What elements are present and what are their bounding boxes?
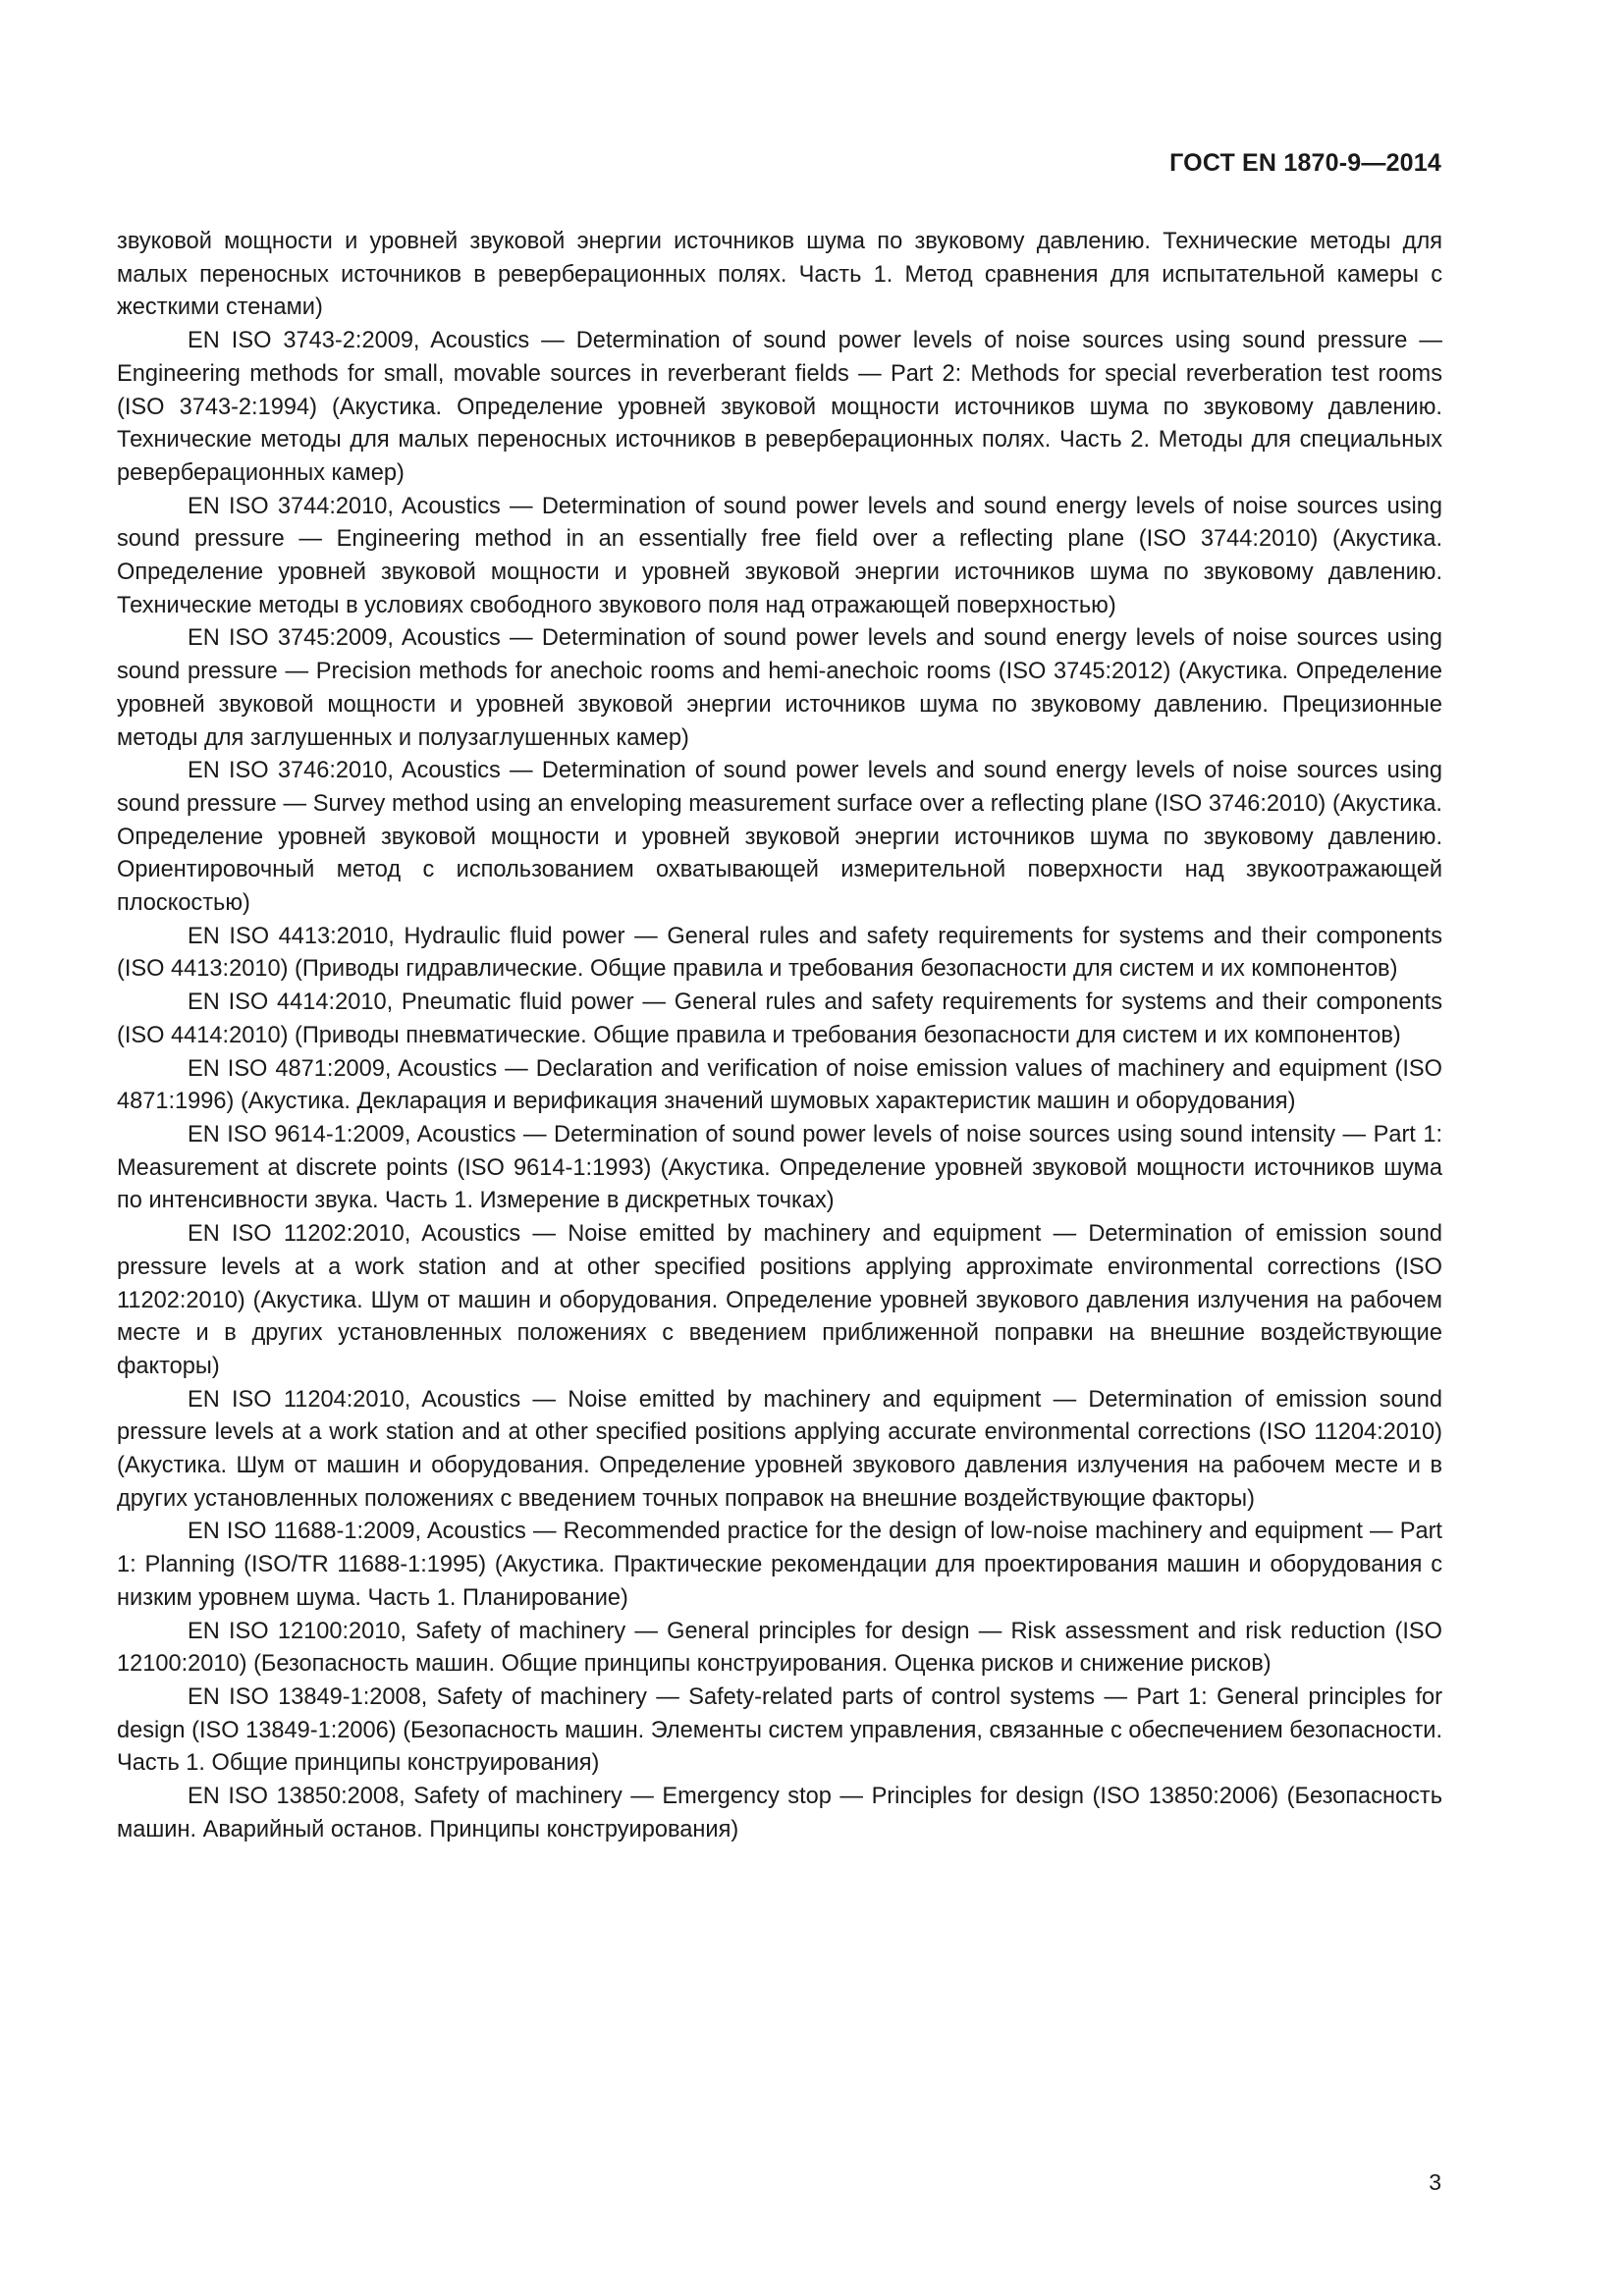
page-number: 3 <box>1429 2169 1441 2195</box>
reference-item: EN ISO 3746:2010, Acoustics — Determination of sound power levels and sound energy levels of noise sources using sound pressure — Survey method using an enveloping measurement surface over a reflecting plane (ISO 3746:2010) (Акустика. Определение уровней звуковой мощности и уровней звуковой энергии источников шума по звуковому давлению. Ориентировочный метод с использованием охватывающей измерительной поверхности над звукоотражающей плоскостью) <box>117 758 1442 917</box>
reference-item: EN ISO 3743-2:2009, Acoustics — Determination of sound power levels of noise sources using sound pressure — Engineering methods for small, movable sources in reverberant fields — Part 2: Methods for special reverberation test rooms (ISO 3743-2:1994) (Акустика. Определение уровней звуковой мощности источников шума по звуковому давлению. Технические методы для малых переносных источников в реверберационных полях. Часть 2. Методы для специальных реверберационных камер) <box>117 328 1442 486</box>
reference-item: EN ISO 13849-1:2008, Safety of machinery — Safety-related parts of control systems — Part 1: General principles for design (ISO 13849-1:2006) (Безопасность машин. Элементы систем управления, связанные с обеспечением безопасности. Часть 1. Общие принципы конструирования) <box>117 1683 1442 1777</box>
reference-item: EN ISO 4414:2010, Pneumatic fluid power — General rules and safety requirements for systems and their components (ISO 4414:2010) (Приводы пневматические. Общие правила и требования безопасности для систем и их компонентов) <box>117 989 1442 1048</box>
document-header: ГОСТ EN 1870-9—2014 <box>1169 149 1441 177</box>
reference-item: EN ISO 9614-1:2009, Acoustics — Determination of sound power levels of noise sources using sound intensity — Part 1: Measurement at discrete points (ISO 9614-1:1993) (Акустика. Определение уровней звуковой мощности источников шума по интенсивности звука. Часть 1. Измерение в дискретных точках) <box>117 1121 1442 1214</box>
reference-item: EN ISO 13850:2008, Safety of machinery — Emergency stop — Principles for design (ISO 13850:2006) (Безопасность машин. Аварийный останов. Принципы конструирования) <box>117 1784 1442 1842</box>
reference-item: EN ISO 3745:2009, Acoustics — Determination of sound power levels and sound energy levels of noise sources using sound pressure — Precision methods for anechoic rooms and hemi-anechoic rooms (ISO 3745:2012) (Акустика. Определение уровней звуковой мощности и уровней звуковой энергии источников шума по звуковому давлению. Прецизионные методы для заглушенных и полузаглушенных камер) <box>117 625 1442 751</box>
reference-item: EN ISO 11202:2010, Acoustics — Noise emitted by machinery and equipment — Determination of emission sound pressure levels at a work station and at other specified positions applying approximate environmental corrections (ISO 11202:2010) (Акустика. Шум от машин и оборудования. Определение уровней звукового давления излучения на рабочем месте и в других установленных положениях с введением приближенной поправки на внешние воздействующие факторы) <box>117 1221 1442 1379</box>
reference-item: EN ISO 12100:2010, Safety of machinery — General principles for design — Risk assessment and risk reduction (ISO 12100:2010) (Безопасность машин. Общие принципы конструирования. Оценка рисков и снижение рисков) <box>117 1618 1442 1678</box>
reference-item: EN ISO 4413:2010, Hydraulic fluid power — General rules and safety requirements for systems and their components (ISO 4413:2010) (Приводы гидравлические. Общие правила и требования безопасности для систем и их компонентов) <box>117 923 1442 983</box>
reference-item: EN ISO 4871:2009, Acoustics — Declaration and verification of noise emission values of machinery and equipment (ISO 4871:1996) (Акустика. Декларация и верификация значений шумовых характеристик машин и оборудования) <box>117 1055 1442 1115</box>
references-body <box>117 226 1442 1846</box>
reference-item: EN ISO 11204:2010, Acoustics — Noise emitted by machinery and equipment — Determination of emission sound pressure levels at a work station and at other specified positions applying accurate environmental corrections (ISO 11204:2010) (Акустика. Шум от машин и оборудования. Определение уровней звукового давления излучения на рабочем месте и в других установленных положениях с введением точных поправок на внешние воздействующие факторы) <box>117 1386 1442 1512</box>
continuation-paragraph: звуковой мощности и уровней звуковой энергии источников шума по звуковому давлению. Технические методы для малых переносных источников в реверберационных полях. Часть 1. Метод сравнения для испытательной камеры с жесткими стенами) <box>117 229 1442 321</box>
reference-item: EN ISO 11688-1:2009, Acoustics — Recommended practice for the design of low-noise machinery and equipment — Part 1: Planning (ISO/TR 11688-1:1995) (Акустика. Практические рекомендации для проектирования машин и оборудования с низким уровнем шума. Часть 1. Планирование) <box>117 1519 1442 1611</box>
reference-item: EN ISO 3744:2010, Acoustics — Determination of sound power levels and sound energy levels of noise sources using sound pressure — Engineering method in an essentially free field over a reflecting plane (ISO 3744:2010) (Акустика. Определение уровней звуковой мощности и уровней звуковой энергии источников шума по звуковому давлению. Технические методы в условиях свободного звукового поля над отражающей поверхностью) <box>117 493 1442 618</box>
